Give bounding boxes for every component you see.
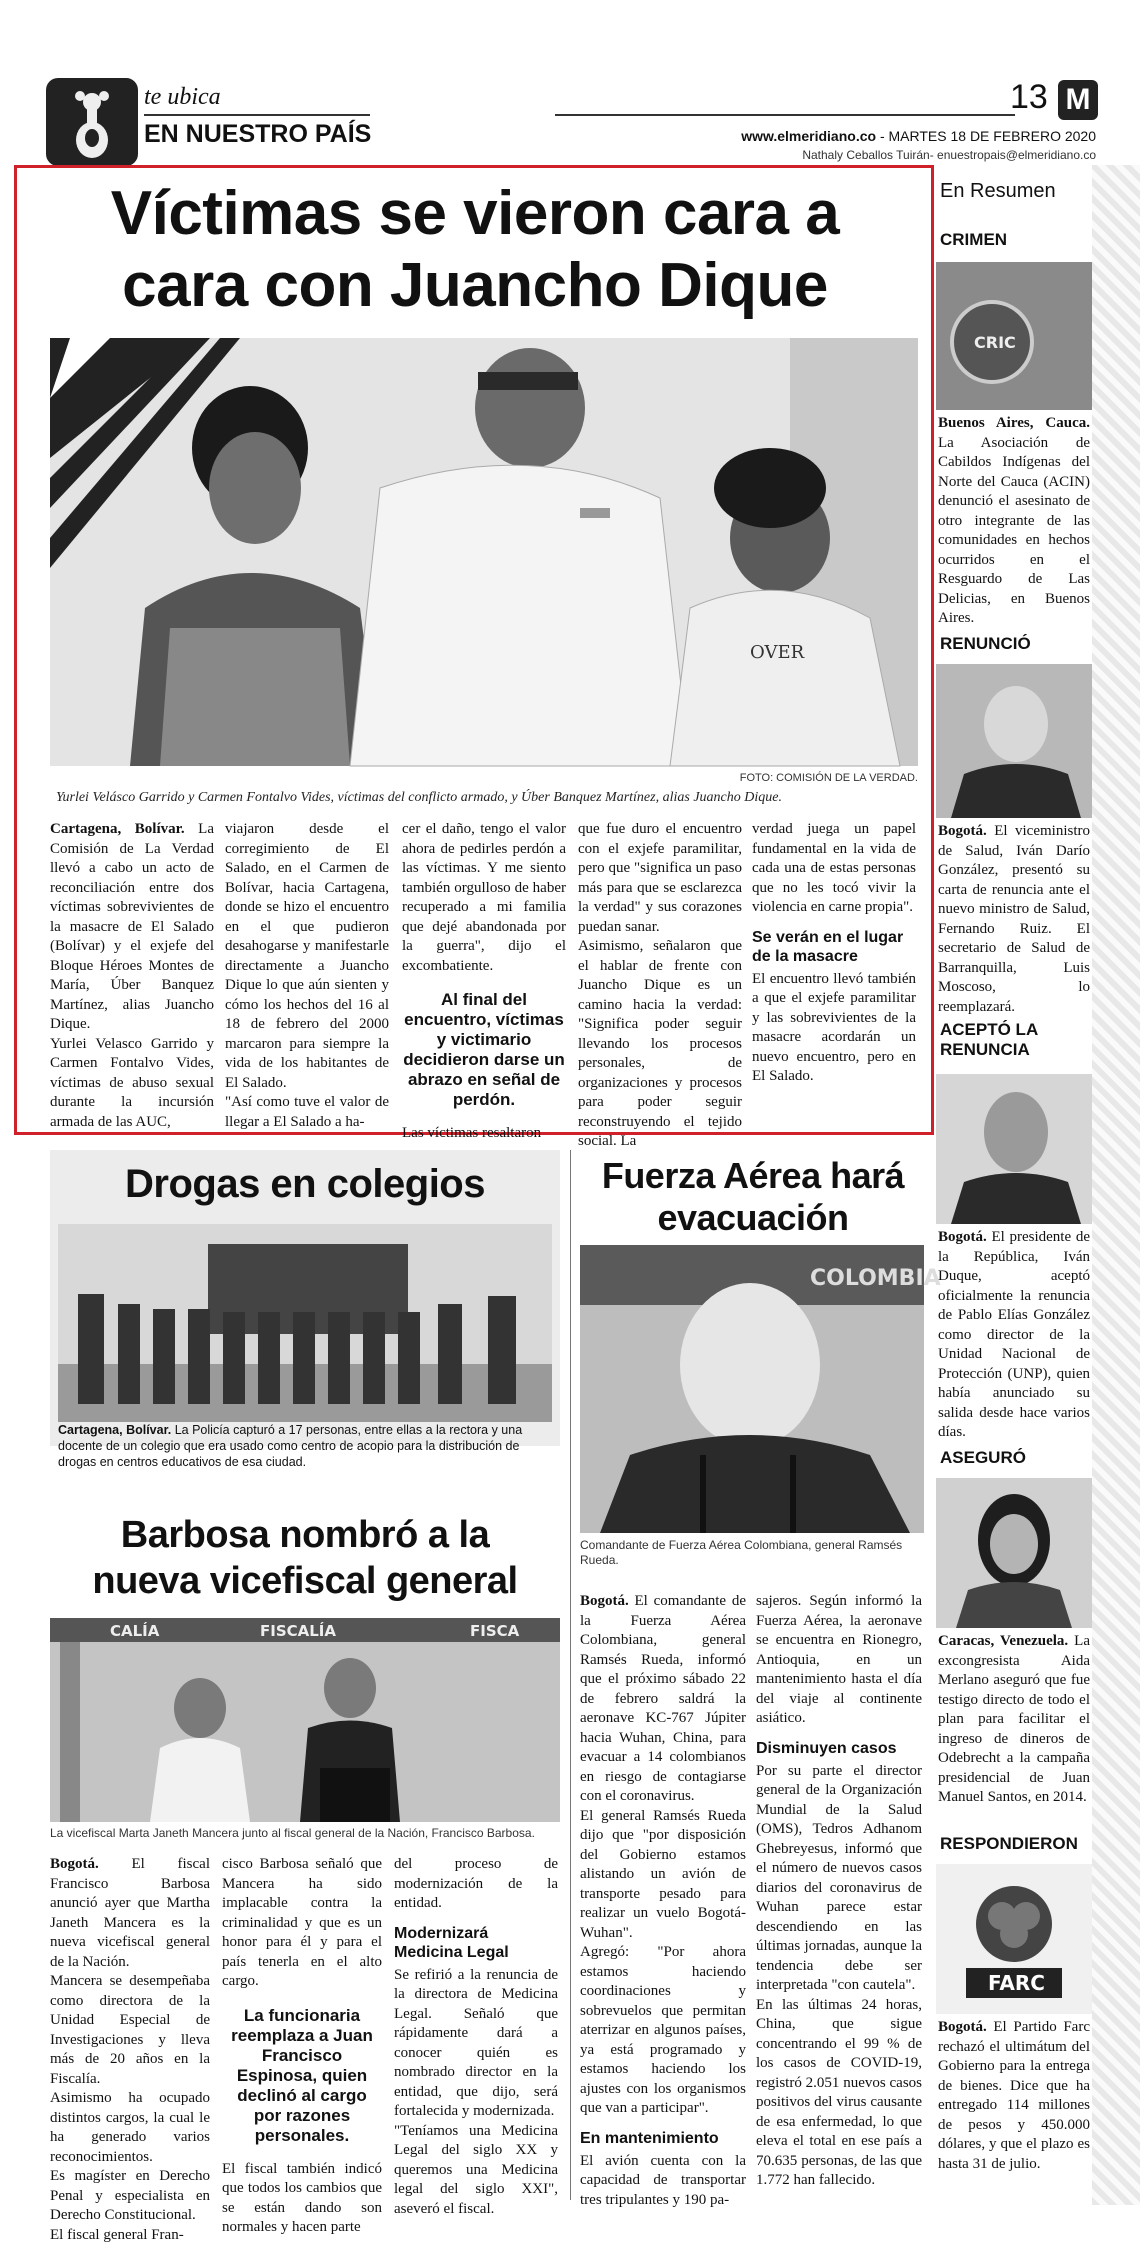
barbosa-photo <box>50 1618 560 1822</box>
masthead-logo <box>1058 80 1098 120</box>
page-number: 13 <box>1010 78 1048 116</box>
byline: Nathaly Ceballos Tuirán- enuestropais@elmeridiano.co <box>802 148 1096 162</box>
fuerza-col-2: sajeros. Según informó la Fuerza Aérea, la aeronave se encuentra en Rionegro, Antioquia, en un mantenimiento hasta el día del viaje al continente asiático. Disminuyen casos Por su parte el director general de la Organización Mundial de la Salud (OMS), Tedros Adhanom Ghebreyesus, informó que el número de nuevos casos diarios del coronavirus de Wuhan parece estar descendiendo en las últimas jornadas, aunque la tendencia debe ser interpretada "con cautela". En las últimas 24 horas, China, que sigue concentrando el 99 % de los casos de COVID-19, registró 2.051 nuevos casos positivos del virus causante de esa enfermedad, lo que eleva el total en ese país a 70.635 personas, de las que 1.772 han fallecido. <box>756 1593 922 2188</box>
kicker-rule <box>144 114 370 116</box>
drogas-headline: Drogas en colegios <box>125 1162 485 1206</box>
fuerza-photo <box>580 1245 941 1533</box>
lead-headline-line-1: Víctimas se vieron cara a <box>110 179 840 248</box>
sidebar <box>938 180 1098 203</box>
header-rule <box>555 114 1015 116</box>
photo-credit: FOTO: COMISIÓN DE LA VERDAD. <box>739 772 918 784</box>
cric-badge: CRIC <box>974 333 1016 352</box>
lead-subhead: Se verán en el lugar de la masacre <box>752 928 904 965</box>
sidebar-text-aseguro: Caracas, Venezuela. La excongresista Aida Merlano aseguró que fue testigo directo de todo el plan para facilitar el ingreso de dineros de Odebrecht a la campaña presidencial de Juan Manuel Santos, en 2014. <box>938 1633 1090 1805</box>
sidebar-photo-crimen <box>936 262 1092 410</box>
svg-text:CALÍA: CALÍA <box>110 1622 160 1640</box>
drogas-caption: Cartagena, Bolívar. La Policía capturó a 17 personas, entre ellas a la rectora y una docente de un colegio que era usado como centro de acopio para la distribución de drogas en centros educativos de esa ciudad. <box>58 1423 523 1469</box>
section-title: EN NUESTRO PAÍS <box>144 120 372 148</box>
sidebar-text-respondieron: Bogotá. El Partido Farc rechazó el ultimátum del Gobierno para la entrega de bienes. Dice que ha entregado 114 millones de pesos y 450.000 dólares, y que el plazo es hasta 31 de julio. <box>938 2019 1090 2172</box>
fuerza-headline: Fuerza Aérea hará evacuación <box>601 1155 905 1238</box>
lead-dateline: Cartagena, Bolívar. <box>50 821 185 837</box>
fuerza-col-1: Bogotá. El comandante de la Fuerza Aérea Colombiana, general Ramsés Rueda, informó que el próximo sábado 22 de febrero saldrá la aeronave KC-767 Júpiter hacia Wuhan, China, para evacuar a 14 colombianos en riesgo de contagiarse con el coronavirus. El general Ramsés Rueda dijo que "por disposición del Gobierno estamos alistando un avión de transporte pesado para realizar un vuelo Bogotá-Wuhan". Agregó: "Por ahora estamos haciendo coordinaciones y sobrevuelos que permitan aterrizar en algunos países, ya está programado y estamos haciendo los ajustes con los organismos que van a participar". En mantenimiento El avión cuenta con la capacidad de transportar tres tripulantes y 190 pa- <box>580 1593 746 2208</box>
sidebar-label-acepto: ACEPTÓ LA RENUNCIA <box>940 1020 1039 1059</box>
sidebar-photo-aseguro <box>936 1478 1092 1628</box>
barbosa-headline: Barbosa nombró a la nueva vicefiscal general <box>92 1514 518 1602</box>
sidebar-text-renuncio: Bogotá. El viceministro de Salud, Iván Darío González, presentó su carta de renuncia ante el nuevo ministro de Salud, Fernando Ruiz. El secretario de Salud de Barranquilla, Luis Moscoso, lo reemplazará. <box>938 823 1090 1015</box>
lead-headline-line-2: cara con Juancho Dique <box>122 251 828 320</box>
lead-col-1: Cartagena, Bolívar. La Comisión de La Verdad llevó a cabo un acto de reconciliación entre dos víctimas sobrevivientes de la masacre de El Salado (Bolívar) y el exjefe del Bloque Héroes Montes de María, Úber Banquez Martínez, alias Juancho Dique. Yurlei Velasco Garrido y Carmen Fontalvo Vides, víctimas de abuso sexual durante la incursión armada de las AUC, <box>50 821 214 1130</box>
masthead-logo-letter: M <box>1065 83 1091 116</box>
sidebar-label-aseguro: ASEGURÓ <box>940 1448 1026 1467</box>
sidebar-pattern <box>1092 165 1140 2205</box>
barbosa-col-2: cisco Barbosa señaló que Mancera ha sido implacable contra la criminalidad y que es un honor para él y para el país tenerla en el alto cargo. La funcionaria reemplaza a Juan Francisco Espinosa, quien declinó al cargo por razones personales. El fiscal también indicó que todos los cambios que se están dando son normales y hacen parte <box>222 1856 382 2235</box>
lead-col-4: que fue duro el encuentro con el exjefe paramilitar, pero que "significa un paso más para que se esclarezca la verdad" y sus corazones puedan sanar. Asimismo, señalaron que el hablar de frente con Juancho Dique es un camino hacia la verdad: "Significa poder seguir llevando los procesos personales, de organizaciones y procesos para poder seguir reconstruyendo el tejido social. La <box>578 821 742 1149</box>
sidebar-label-renuncio: RENUNCIÓ <box>940 634 1031 653</box>
fuerza-caption: Comandante de Fuerza Aérea Colombiana, general Ramsés Rueda. <box>580 1538 903 1567</box>
sidebar-title: En Resumen <box>940 180 1056 202</box>
sidebar-text-acepto: Bogotá. El presidente de la República, Iván Duque, aceptó oficialmente la renuncia de Pablo Elías González como director de la Unidad Nacional de Protección (UNP), quien había anunciado su salida desde hace varios días. <box>938 1229 1090 1440</box>
fuerza-subhead-2: Disminuyen casos <box>756 1739 897 1757</box>
date-label: - MARTES 18 DE FEBRERO 2020 <box>876 128 1096 144</box>
lead-col-2: viajaron desde el corregimiento de El Salado, en el Carmen de Bolívar, hacia Cartagena, donde se hizo el encuentro en el que pudieron desahogarse y manifestarle directamente a Juancho Dique lo que aún sienten y cómo los hechos del 16 al 18 de febrero del 2000 marcaron para siempre la vida de los habitantes de El Salado. "Así como tuve el valor de llegar a El Salado a ha- <box>225 821 389 1130</box>
lead-photo-caption: Yurlei Velásco Garrido y Carmen Fontalvo Vides, víctimas del conflicto armado, y Úber Banquez Martínez, alias Juancho Dique. <box>56 790 782 805</box>
barbosa-col-1: Bogotá. El fiscal Francisco Barbosa anunció ayer que Martha Janeth Mancera es la nueva vicefiscal general de la Nación. Mancera se desempeñaba como directora de la Unidad Especial de Investigaciones y lleva más de 20 años en la Fiscalía. Asimismo ha ocupado distintos cargos, la cual le ha generado varios reconocimientos. Es magíster en Derecho Penal y especialista en Derecho Constitucional. El fiscal general Fran- <box>50 1856 210 2243</box>
site-link[interactable]: www.elmeridiano.co <box>741 128 877 144</box>
shirt-text: OVER <box>750 642 805 663</box>
fuerza-subhead-1: En mantenimiento <box>580 2129 719 2147</box>
dateline <box>741 128 1096 144</box>
lead-col-5: verdad juega un papel fundamental en la vida de cada una de estas personas que no les tocó vivir la violencia en carne propia". Se verán en el lugar de la masacre El encuentro llevó también a que el exjefe paramilitar y las sobrevivientes de la masacre acordarán un nuevo encuentro, pero en El Salado. <box>752 821 916 1084</box>
lead-headline <box>30 178 920 322</box>
section-logo-icon <box>46 78 138 166</box>
sidebar-label-respondieron: RESPONDIERON <box>940 1834 1078 1853</box>
drogas-photo <box>58 1224 552 1422</box>
barbosa-caption: La vicefiscal Marta Janeth Mancera junto al fiscal general de la Nación, Francisco Barbosa. <box>50 1826 535 1840</box>
page-header <box>0 0 1140 165</box>
lead-pull-quote: Al final del encuentro, víctimas y victimario decidieron darse un abrazo en señal de perdón. <box>403 990 565 1109</box>
barbosa-subhead: Modernizará Medicina Legal <box>394 1924 509 1961</box>
sidebar-photo-renuncio <box>936 664 1092 818</box>
section-kicker: te ubica <box>144 84 221 110</box>
sidebar-photo-respondieron <box>936 1864 1092 2014</box>
lead-col-3: cer el daño, tengo el valor ahora de pedirles perdón a las víctimas. Y me siento también orgulloso de haber recuperado a mi familia que dejé abandonada por la guerra", dijo el excombatiente. Al final del encuentro, víctimas y victimario decidieron darse un abrazo en señal de perdón. Las víctimas resaltaron <box>402 821 566 1141</box>
sidebar-text-crimen: Buenos Aires, Cauca. La Asociación de Cabildos Indígenas del Norte del Cauca (ACIN) denunció el asesinato de otro integrante de las comunidades en hechos ocurridos en el Resguardo de Las Delicias, en Buenos Aires. <box>938 415 1090 626</box>
sidebar-photo-acepto <box>936 1074 1092 1224</box>
barbosa-col-3: del proceso de modernización de la entidad. Modernizará Medicina Legal Se refirió a la renuncia de la directora de Medicina Legal. Señaló que rápidamente dará a conocer quién es nombrado director en la entidad, que dijo, será fortalecida y modernizada. "Teníamos una Medicina Legal del siglo XX y queremos una Medicina legal del siglo XXI", aseveró el fiscal. <box>394 1856 558 2217</box>
farc-badge: FARC <box>988 1971 1045 1995</box>
barbosa-pull-quote: La funcionaria reemplaza a Juan Francisco Espinosa, quien declinó al cargo por razones personales. <box>231 2005 373 2145</box>
lead-photo <box>50 338 918 766</box>
svg-text:FISCALÍA: FISCALÍA <box>260 1622 336 1640</box>
svg-text:FISCA: FISCA <box>470 1622 520 1640</box>
fuerza-photo-text: COLOMBIA <box>810 1266 941 1291</box>
column-divider <box>570 1150 571 2200</box>
sidebar-label-crimen: CRIMEN <box>940 230 1008 249</box>
